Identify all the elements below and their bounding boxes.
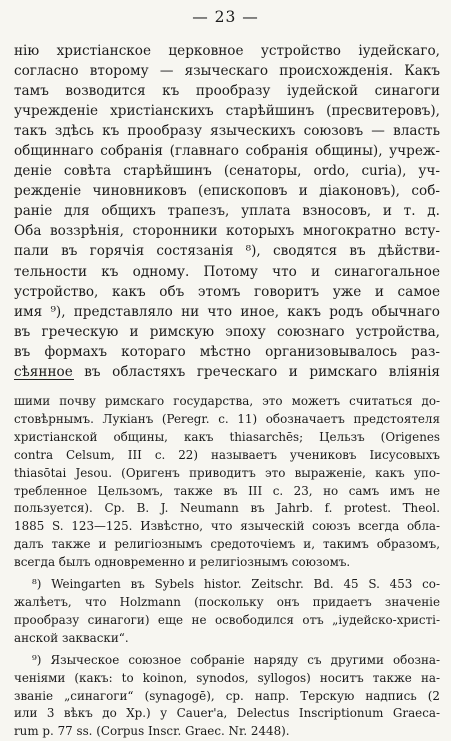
body-line: учрежденіе христіанскихъ старѣйшинъ (пресвитеровъ), (14, 103, 440, 120)
body-line: режденіе чиновниковъ (епископовъ и діаконовъ), соб- (14, 183, 440, 200)
footnote-9-line: rum p. 77 ss. (Corpus Inscr. Graec. Nr. 2448). (14, 724, 290, 739)
body-line: такъ здѣсь къ прообразу языческихъ союзовъ — власть (14, 123, 440, 140)
body-line: пали въ горячія состязанія ⁸), сводятся въ дѣйстви- (14, 243, 440, 260)
footnote-line: требленное Цельзомъ, также въ III c. 23, но самъ имъ не (14, 483, 440, 498)
footnote-line: пользуется). Cp. B. J. Neumann въ Jahrb. f. protest. Theol. (14, 501, 440, 516)
footnote-9-line: ченіями (какъ: to koinon, synodos, syllogos) носитъ также на- (14, 670, 440, 685)
footnote-line: христіанской общины, какъ thiasarchēs; Цельзъ (Origenes (14, 429, 440, 444)
body-line: общиннаго собранія (главнаго собранія общины), учреж- (14, 143, 440, 160)
body-line: Оба воззрѣнія, сторонники которыхъ многократно всту- (14, 223, 440, 240)
footnote-line: шими почву римскаго государства, это можетъ считаться до- (14, 394, 440, 408)
body-line: нію христіанское церковное устройство іудейскаго, (14, 43, 440, 59)
footnote-9-line: ⁹) Языческое союзное собраніе наряду съ другими обозна- (32, 652, 440, 667)
footnote-separator (14, 379, 74, 380)
body-text (14, 41, 440, 382)
body-line: тельности къ одному. Потому что и синагогальное (14, 263, 440, 280)
body-line: сѣянное въ областяхъ греческаго и римскаго вліянія (14, 363, 440, 380)
footnote-8-line: анской закваски“. (14, 630, 129, 645)
footnotes (14, 393, 440, 741)
footnote-line: всегда былъ одновременно и религіознымъ союзомъ. (14, 555, 351, 570)
body-line: имя ⁹), представляло ни что иное, какъ родъ обычнаго (14, 303, 440, 320)
footnote-line: 1885 S. 123—125. Извѣстно, что языческій союзъ всегда обла- (14, 519, 440, 534)
footnote-9-line: или 3 вѣкъ до Хр.) у Cauer'a, Delectus Inscriptionum Graeca- (14, 706, 440, 721)
body-line: въ формахъ котораго мѣстно организовывалось раз- (14, 343, 440, 360)
body-line: устройство, какъ объ этомъ говоритъ уже и самое (14, 283, 440, 300)
footnote-line: contra Celsum, III c. 22) называетъ учениковъ Іисусовыхъ (14, 447, 440, 462)
footnote-8-line: жалѣетъ, что Holzmann (поскольку онъ придаетъ значеніе (14, 594, 440, 609)
body-line: раніе для общихъ трапезъ, уплата взносовъ, и т. д. (14, 203, 440, 220)
page-number: — 23 — (192, 8, 259, 26)
footnote-line: стовѣрнымъ. Лукіанъ (Peregr. c. 11) обозначаетъ предстоятеля (14, 411, 440, 426)
footnote-line: thiasōtai Jesou. (Оригенъ приводитъ это выраженіе, какъ упо- (14, 465, 440, 480)
body-line: деніе совѣта старѣйшинъ (сенаторы, ordo, curia), уч- (14, 163, 440, 180)
body-line: согласно второму — языческаго происхожденія. Какъ (14, 63, 440, 80)
body-line: тамъ возводится къ прообразу іудейской синагоги (14, 83, 440, 100)
footnote-8-line: прообразу синагоги) еще не освободился отъ „іудейско-христі- (14, 612, 440, 627)
body-line: въ греческую и римскую эпоху союзнаго устройства, (14, 323, 440, 340)
footnote-line: далъ также и религіознымъ средоточіемъ и, такимъ образомъ, (14, 537, 440, 552)
footnote-8-line: ⁸) Weingarten въ Sybels histor. Zeitschr. Bd. 45 S. 453 со- (32, 577, 440, 592)
footnote-9-line: званіе „синагоги“ (synagogē), ср. напр. Терскую надпись (2 (14, 688, 440, 703)
